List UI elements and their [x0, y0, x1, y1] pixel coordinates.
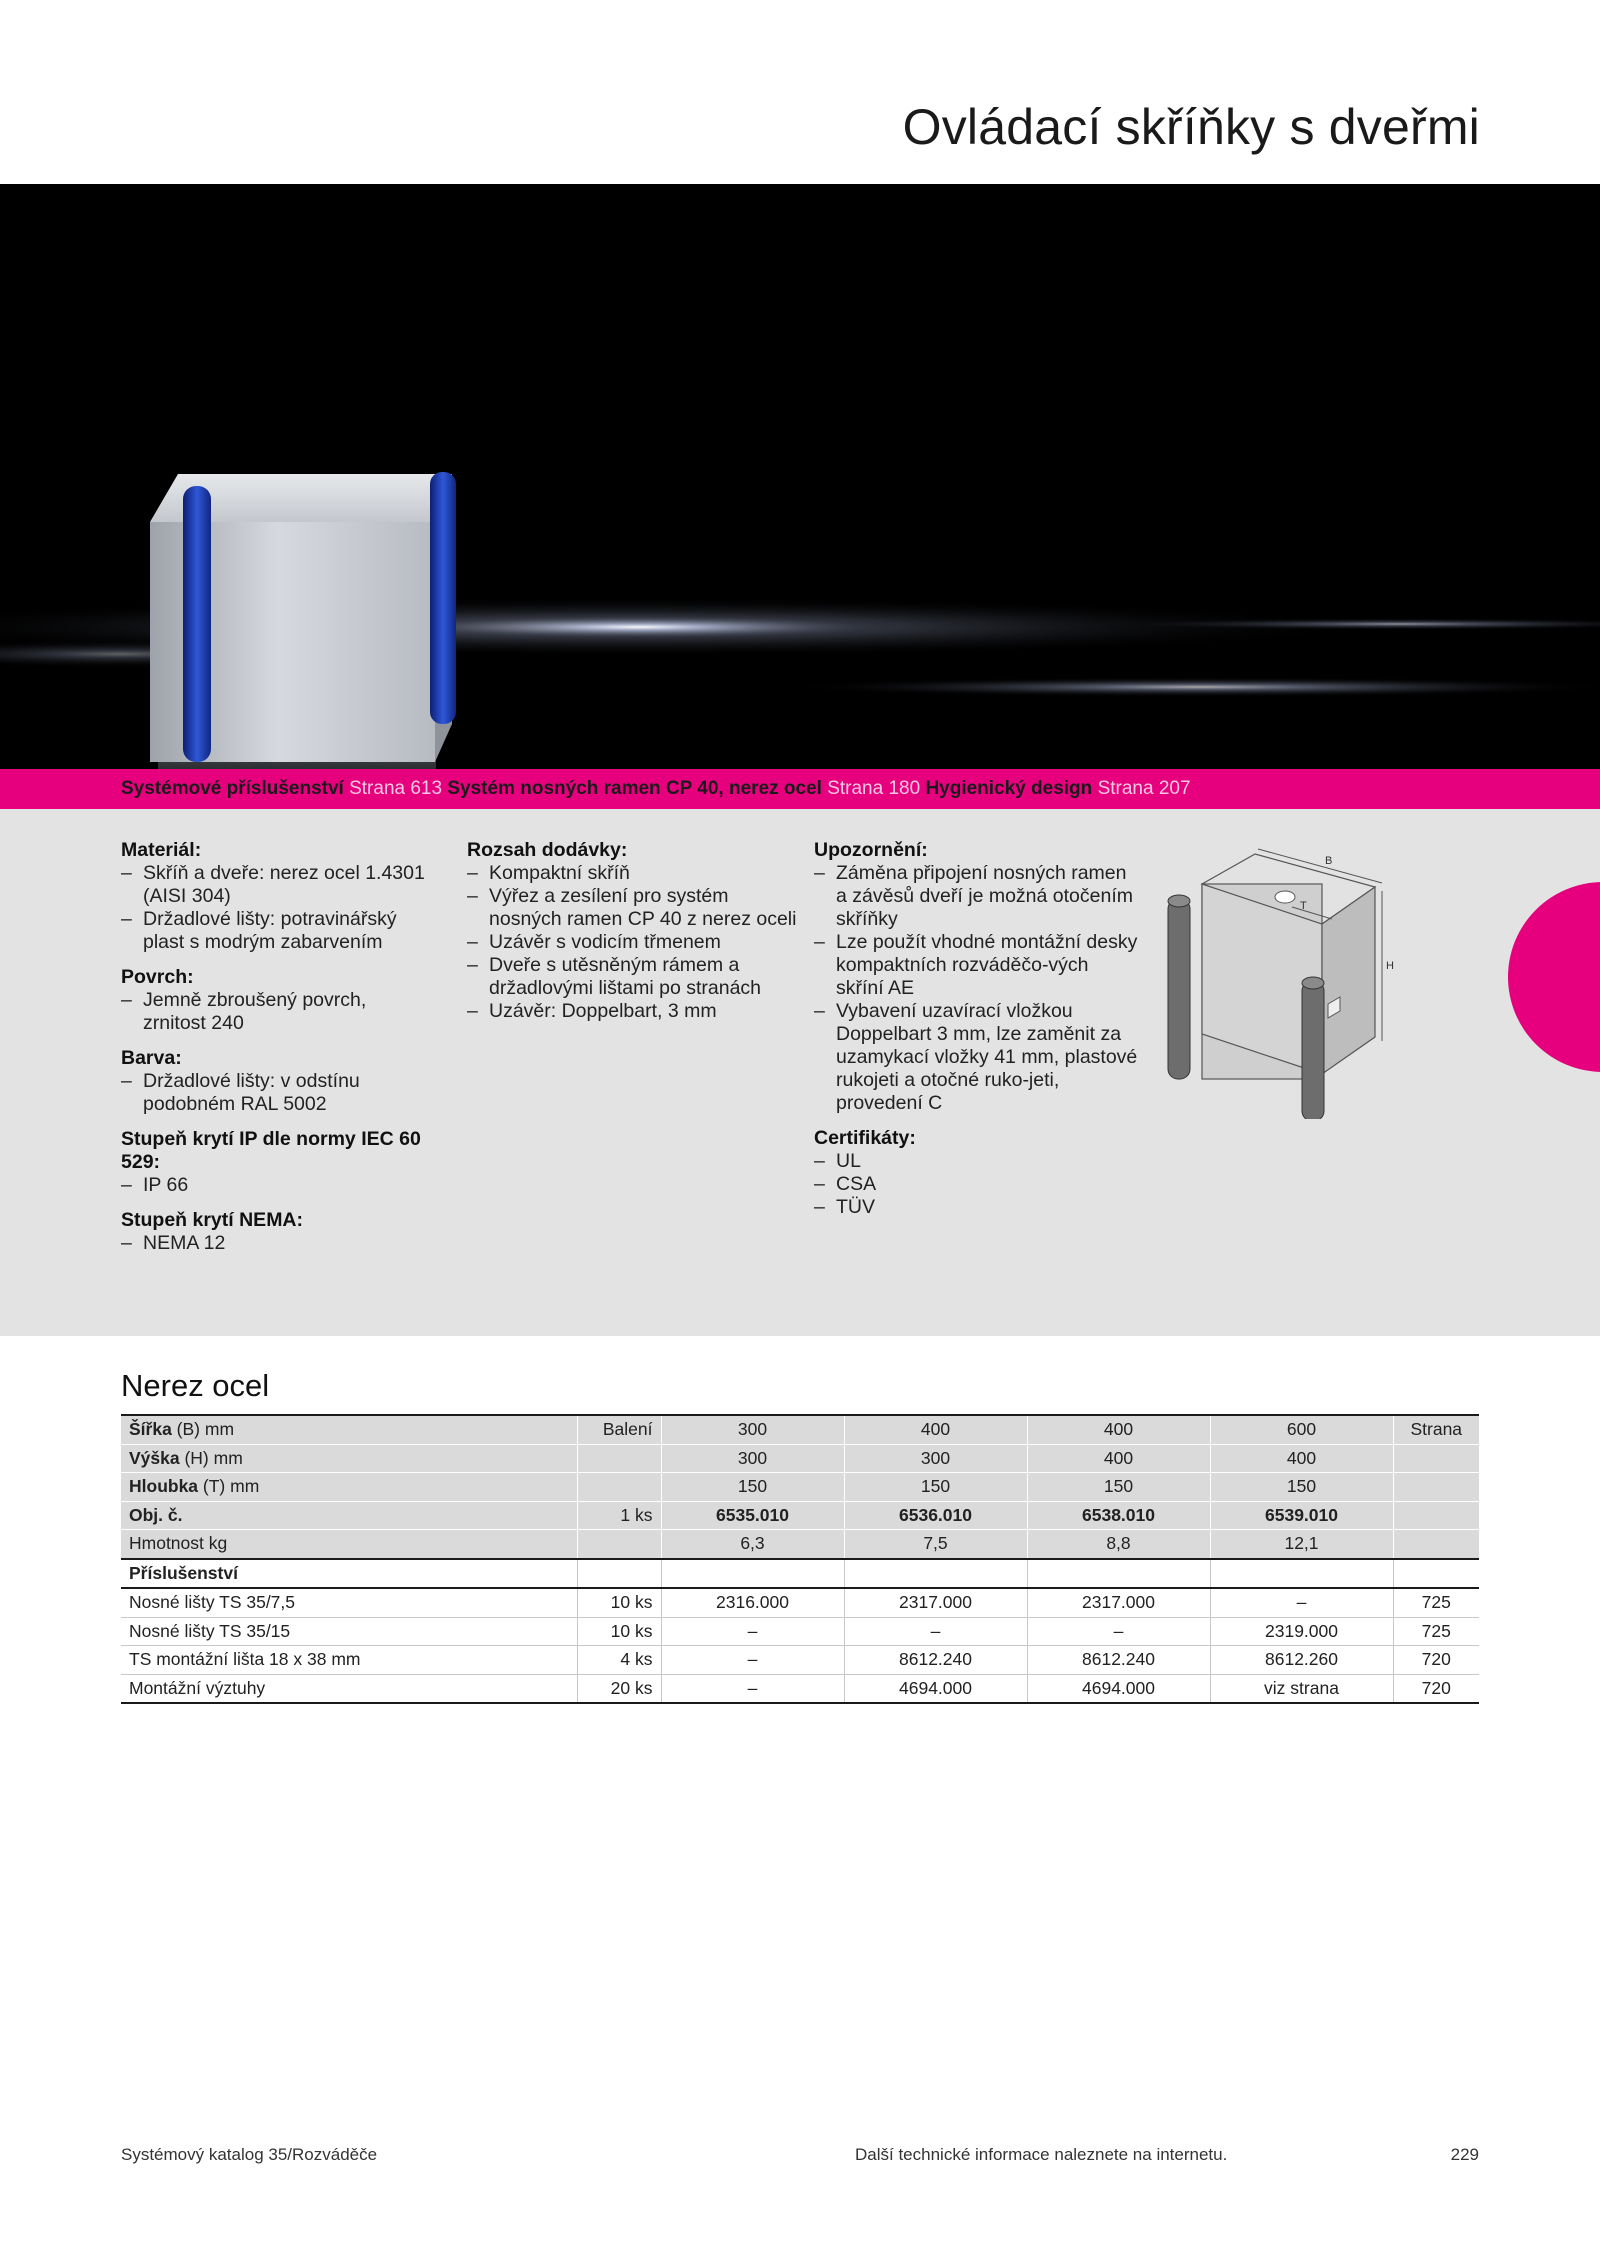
spec-item: – Uzávěr: Doppelbart, 3 mm	[467, 1000, 797, 1023]
spec-list	[467, 862, 797, 1023]
pack-cell: 4 ks	[577, 1646, 661, 1675]
specification-band	[0, 809, 1600, 1336]
spec-heading: Stupeň krytí NEMA:	[121, 1209, 304, 1231]
page-cell	[1393, 1501, 1479, 1530]
spec-heading: Upozornění:	[814, 839, 928, 861]
spec-heading: Rozsah dodávky:	[467, 839, 628, 861]
pack-cell	[577, 1473, 661, 1502]
row-label-bold: Obj. č.	[129, 1504, 183, 1525]
value-cell: 150	[661, 1473, 844, 1502]
dimension-diagram	[1150, 829, 1410, 1119]
page-cell	[1393, 1473, 1479, 1502]
footer-info: Další technické informace naleznete na internetu.	[855, 2145, 1228, 2164]
pack-cell	[577, 1530, 661, 1559]
spec-item: – Lze použít vhodné montážní desky kompaktních rozváděčo-vých skříní AE	[814, 931, 1139, 1000]
order-number-cell: –	[1027, 1617, 1210, 1646]
pack-cell: 20 ks	[577, 1674, 661, 1703]
page-cell	[1393, 1530, 1479, 1559]
spec-item: – Jemně zbroušený povrch, zrnitost 240	[121, 989, 431, 1035]
empty-cell	[661, 1559, 844, 1589]
spec-item: – Držadlové lišty: v odstínu podobném RAL 5002	[121, 1070, 431, 1116]
value-cell: 8,8	[1027, 1530, 1210, 1559]
accessory-bar	[0, 769, 1600, 809]
pack-cell: 1 ks	[577, 1501, 661, 1530]
row-label-unit: (T) mm	[198, 1476, 260, 1497]
dim-label-depth: T	[1300, 900, 1307, 912]
spec-item: – Uzávěr s vodicím třmenem	[467, 931, 797, 954]
spec-item: – TÜV	[814, 1196, 1139, 1219]
spec-item: – Kompaktní skříň	[467, 862, 797, 885]
order-number-cell: –	[844, 1617, 1027, 1646]
spec-item: – Dveře s utěsněným rámem a držadlovými lištami po stranách	[467, 954, 797, 1000]
spec-item: – NEMA 12	[121, 1232, 431, 1255]
value-cell: 6538.010	[1027, 1501, 1210, 1530]
table-row	[121, 1501, 1479, 1530]
spec-item: – Výřez a zesílení pro systém nosných ramen CP 40 z nerez oceli	[467, 885, 797, 931]
page-cell[interactable]: 720	[1393, 1646, 1479, 1675]
pack-cell: Balení	[577, 1415, 661, 1444]
row-label	[121, 1444, 577, 1473]
accessory-label: Montážní výztuhy	[121, 1674, 577, 1703]
value-cell: 400	[1027, 1444, 1210, 1473]
value-cell: 300	[844, 1444, 1027, 1473]
pack-cell: 10 ks	[577, 1588, 661, 1617]
order-number-cell: 8612.260	[1210, 1646, 1393, 1675]
enclosure-photo	[0, 184, 1600, 769]
row-label-unit: (B) mm	[171, 1419, 235, 1440]
spec-list	[121, 862, 431, 954]
value-cell: 6539.010	[1210, 1501, 1393, 1530]
footer-page-number: 229	[1450, 2145, 1479, 2164]
spec-heading: Povrch:	[121, 966, 194, 988]
accessory-row	[121, 1674, 1479, 1703]
page-cell[interactable]: 720	[1393, 1674, 1479, 1703]
value-cell: 600	[1210, 1415, 1393, 1444]
spec-item: – Záměna připojení nosných ramen a závěsů dveří je možná otočením skříňky	[814, 862, 1139, 931]
dim-label-height: H	[1386, 960, 1394, 972]
order-number-cell: 2319.000	[1210, 1617, 1393, 1646]
value-cell: 400	[1027, 1415, 1210, 1444]
spec-column-notes	[814, 839, 1139, 1219]
spec-list	[121, 1174, 431, 1197]
empty-cell	[1027, 1559, 1210, 1589]
table-title: Nerez ocel	[121, 1368, 270, 1403]
value-cell: 6536.010	[844, 1501, 1027, 1530]
value-cell: 150	[844, 1473, 1027, 1502]
accessories-heading-row	[121, 1559, 1479, 1589]
empty-cell	[577, 1559, 661, 1589]
order-number-cell: –	[661, 1674, 844, 1703]
order-number-cell: viz strana	[1210, 1674, 1393, 1703]
empty-cell	[1210, 1559, 1393, 1589]
spec-heading: Barva:	[121, 1047, 182, 1069]
row-label	[121, 1415, 577, 1444]
accessory-link-system[interactable]: Systémové příslušenství	[121, 778, 344, 799]
row-label	[121, 1501, 577, 1530]
dim-label-width: B	[1325, 855, 1333, 867]
product-table	[121, 1414, 1479, 1704]
accessory-label: Nosné lišty TS 35/7,5	[121, 1588, 577, 1617]
page-title: Ovládací skříňky s dveřmi	[902, 99, 1480, 155]
spec-list	[814, 862, 1139, 1115]
page-cell: Strana	[1393, 1415, 1479, 1444]
spec-column-material	[121, 839, 431, 1255]
order-number-cell: –	[661, 1646, 844, 1675]
row-label-bold: Hloubka	[129, 1476, 199, 1497]
order-number-cell: 4694.000	[844, 1674, 1027, 1703]
accessory-page-hygienic: Strana 207	[1097, 778, 1191, 799]
footer-catalog: Systémový katalog 35/Rozváděče	[121, 2145, 378, 2164]
accessory-row	[121, 1588, 1479, 1617]
spec-list	[121, 1232, 431, 1255]
spec-heading: Stupeň krytí IP dle normy IEC 60 529:	[121, 1128, 421, 1173]
row-label-unit: (H) mm	[179, 1447, 243, 1468]
spec-item: – CSA	[814, 1173, 1139, 1196]
value-cell: 6535.010	[661, 1501, 844, 1530]
order-number-cell: –	[661, 1617, 844, 1646]
spec-item: – Držadlové lišty: potravinářský plast s modrým zabarvením	[121, 908, 431, 954]
spec-item: – IP 66	[121, 1174, 431, 1197]
accessory-page-system: Strana 613	[349, 778, 443, 799]
spec-list	[121, 989, 431, 1035]
empty-cell	[844, 1559, 1027, 1589]
spec-item: – Skříň a dveře: nerez ocel 1.4301 (AISI 304)	[121, 862, 431, 908]
row-label-bold: Šířka	[129, 1419, 172, 1440]
page-cell[interactable]: 725	[1393, 1617, 1479, 1646]
accessory-link-hygienic[interactable]: Hygienický design	[925, 778, 1093, 799]
order-number-cell: 2316.000	[661, 1588, 844, 1617]
value-cell: 12,1	[1210, 1530, 1393, 1559]
row-label-bold: Výška	[129, 1447, 180, 1468]
row-label	[121, 1473, 577, 1502]
value-cell: 300	[661, 1415, 844, 1444]
spec-column-delivery	[467, 839, 797, 1023]
table-row	[121, 1444, 1479, 1473]
accessory-label: Nosné lišty TS 35/15	[121, 1617, 577, 1646]
value-cell: 150	[1210, 1473, 1393, 1502]
spec-heading: Materiál:	[121, 839, 202, 861]
table-row	[121, 1473, 1479, 1502]
value-cell: 6,3	[661, 1530, 844, 1559]
order-number-cell: 8612.240	[1027, 1646, 1210, 1675]
table-row	[121, 1415, 1479, 1444]
pack-cell: 10 ks	[577, 1617, 661, 1646]
value-cell: 7,5	[844, 1530, 1027, 1559]
order-number-cell: –	[1210, 1588, 1393, 1617]
row-label-unit: Hmotnost kg	[129, 1533, 228, 1554]
spec-heading: Certifikáty:	[814, 1127, 916, 1149]
empty-cell	[1393, 1559, 1479, 1589]
page-cell[interactable]: 725	[1393, 1588, 1479, 1617]
accessory-label: TS montážní lišta 18 x 38 mm	[121, 1646, 577, 1675]
spec-item: – UL	[814, 1150, 1139, 1173]
order-number-cell: 2317.000	[844, 1588, 1027, 1617]
accessory-page-cp40: Strana 180	[827, 778, 921, 799]
spec-item: – Vybavení uzavírací vložkou Doppelbart 3 mm, lze zaměnit za uzamykací vložky 41 mm, plastové rukojeti a otočné ruko-jeti, provedení C	[814, 1000, 1139, 1115]
table-row	[121, 1530, 1479, 1559]
hero-image	[0, 184, 1600, 769]
value-cell: 300	[661, 1444, 844, 1473]
value-cell: 150	[1027, 1473, 1210, 1502]
row-label	[121, 1530, 577, 1559]
accessories-heading: Příslušenství	[121, 1559, 577, 1589]
order-number-cell: 2317.000	[1027, 1588, 1210, 1617]
accessory-link-cp40[interactable]: Systém nosných ramen CP 40, nerez ocel	[447, 778, 822, 799]
value-cell: 400	[844, 1415, 1027, 1444]
value-cell: 400	[1210, 1444, 1393, 1473]
accessory-row	[121, 1646, 1479, 1675]
page-cell	[1393, 1444, 1479, 1473]
spec-list	[814, 1150, 1139, 1219]
order-number-cell: 4694.000	[1027, 1674, 1210, 1703]
order-number-cell: 8612.240	[844, 1646, 1027, 1675]
pack-cell	[577, 1444, 661, 1473]
spec-list	[121, 1070, 431, 1116]
accessory-row	[121, 1617, 1479, 1646]
